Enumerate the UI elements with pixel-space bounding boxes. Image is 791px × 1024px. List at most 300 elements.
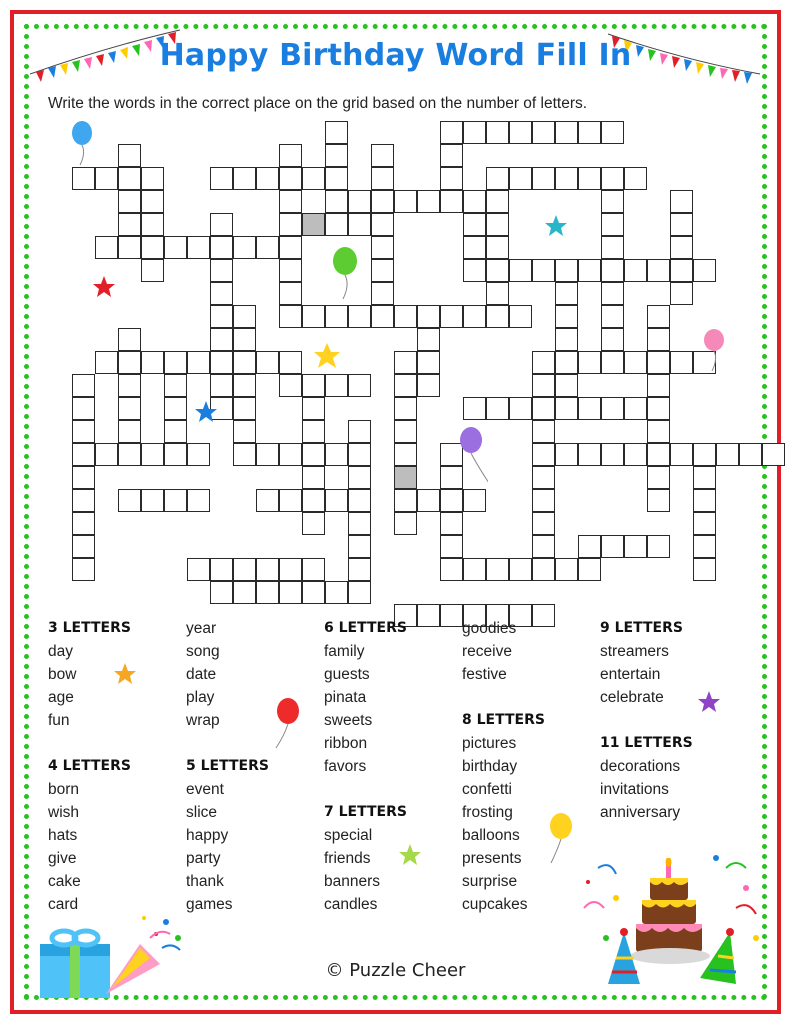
grid-cell[interactable] [325, 121, 348, 144]
grid-cell[interactable] [394, 443, 417, 466]
grid-cell[interactable] [578, 351, 601, 374]
grid-cell[interactable] [348, 443, 371, 466]
grid-cell[interactable] [302, 397, 325, 420]
grid-cell[interactable] [693, 535, 716, 558]
grid-cell[interactable] [417, 374, 440, 397]
grid-cell[interactable] [624, 535, 647, 558]
grid-cell[interactable] [348, 581, 371, 604]
grid-cell[interactable] [279, 443, 302, 466]
grid-cell[interactable] [72, 558, 95, 581]
grid-cell[interactable] [279, 581, 302, 604]
grid-cell[interactable] [463, 397, 486, 420]
grid-cell[interactable] [647, 305, 670, 328]
grid-cell[interactable] [440, 604, 463, 627]
grid-cell[interactable] [555, 121, 578, 144]
grid-cell[interactable] [279, 489, 302, 512]
word-bank-item: card [48, 896, 79, 913]
grid-cell[interactable] [302, 305, 325, 328]
word-bank-column-3 [324, 617, 407, 916]
grid-cell[interactable] [348, 190, 371, 213]
balloon-icon [548, 812, 576, 868]
grid-cell[interactable] [233, 305, 256, 328]
grid-cell[interactable] [118, 489, 141, 512]
grid-cell[interactable] [486, 236, 509, 259]
word-bank-item: song [186, 643, 220, 660]
grid-cell[interactable] [233, 581, 256, 604]
grid-cell[interactable] [95, 167, 118, 190]
grid-cell[interactable] [187, 443, 210, 466]
grid-cell[interactable] [394, 397, 417, 420]
grid-cell[interactable] [624, 397, 647, 420]
word-bank-item: wrap [186, 712, 220, 729]
grid-cell[interactable] [256, 489, 279, 512]
word-bank-item: play [186, 689, 215, 706]
grid-cell[interactable] [325, 167, 348, 190]
grid-cell[interactable] [417, 489, 440, 512]
grid-cell[interactable] [118, 443, 141, 466]
grid-cell[interactable] [578, 535, 601, 558]
grid-cell[interactable] [118, 328, 141, 351]
grid-cell[interactable] [371, 236, 394, 259]
grid-cell[interactable] [302, 443, 325, 466]
grid-cell[interactable] [118, 420, 141, 443]
grid-cell[interactable] [532, 443, 555, 466]
grid-cell[interactable] [118, 144, 141, 167]
grid-cell[interactable] [601, 328, 624, 351]
grid-cell[interactable] [279, 213, 302, 236]
grid-cell[interactable] [325, 581, 348, 604]
grid-cell[interactable] [670, 190, 693, 213]
grid-cell[interactable] [256, 167, 279, 190]
star-icon [92, 275, 116, 299]
grid-cell[interactable] [440, 121, 463, 144]
grid-cell[interactable] [325, 443, 348, 466]
grid-cell[interactable] [279, 259, 302, 282]
grid-cell[interactable] [256, 443, 279, 466]
grid-cell[interactable] [532, 397, 555, 420]
grid-cell[interactable] [601, 305, 624, 328]
grid-cell[interactable] [440, 512, 463, 535]
word-bank-item: happy [186, 827, 229, 844]
grid-cell[interactable] [141, 351, 164, 374]
grid-cell[interactable] [187, 351, 210, 374]
grid-cell[interactable] [440, 144, 463, 167]
grid-cell[interactable] [302, 466, 325, 489]
grid-cell[interactable] [72, 512, 95, 535]
grid-cell[interactable] [578, 167, 601, 190]
grid-cell[interactable] [210, 351, 233, 374]
balloon-icon [332, 246, 360, 302]
grid-cell[interactable] [601, 236, 624, 259]
grid-cell[interactable] [440, 558, 463, 581]
grid-cell[interactable] [440, 167, 463, 190]
grid-cell[interactable] [210, 259, 233, 282]
grid-cell[interactable] [486, 397, 509, 420]
grid-cell[interactable] [187, 558, 210, 581]
grid-cell[interactable] [302, 512, 325, 535]
grid-cell[interactable] [509, 397, 532, 420]
grid-cell[interactable] [325, 144, 348, 167]
grid-cell[interactable] [624, 443, 647, 466]
grid-cell[interactable] [716, 443, 739, 466]
grid-cell[interactable] [348, 213, 371, 236]
grid-cell[interactable] [371, 190, 394, 213]
grid-cell[interactable] [325, 190, 348, 213]
grid-cell[interactable] [256, 558, 279, 581]
grid-cell[interactable] [670, 259, 693, 282]
grid-cell[interactable] [739, 443, 762, 466]
grid-cell[interactable] [72, 374, 95, 397]
grid-cell[interactable] [647, 397, 670, 420]
grid-cell[interactable] [463, 558, 486, 581]
grid-cell[interactable] [762, 443, 785, 466]
grid-cell[interactable] [210, 213, 233, 236]
grid-cell[interactable] [693, 443, 716, 466]
spacer [48, 732, 131, 755]
grid-cell[interactable] [72, 466, 95, 489]
grid-cell[interactable] [256, 351, 279, 374]
grid-cell[interactable] [509, 305, 532, 328]
word-bank-item: sweets [324, 712, 373, 729]
grid-cell[interactable] [325, 374, 348, 397]
grid-cell[interactable] [118, 167, 141, 190]
grid-cell[interactable] [532, 512, 555, 535]
grid-cell[interactable] [601, 190, 624, 213]
grid-cell[interactable] [279, 167, 302, 190]
grid-cell[interactable] [601, 167, 624, 190]
grid-cell[interactable] [164, 236, 187, 259]
grid-cell[interactable] [624, 351, 647, 374]
grid-cell[interactable] [601, 282, 624, 305]
grid-cell[interactable] [440, 305, 463, 328]
grid-cell[interactable] [601, 397, 624, 420]
grid-cell[interactable] [647, 328, 670, 351]
grid-cell[interactable] [72, 420, 95, 443]
grid-cell[interactable] [486, 167, 509, 190]
grid-cell[interactable] [394, 466, 417, 489]
grid-cell[interactable] [578, 443, 601, 466]
grid-cell[interactable] [325, 489, 348, 512]
grid-cell[interactable] [693, 489, 716, 512]
grid-cell[interactable] [233, 558, 256, 581]
grid-cell[interactable] [394, 351, 417, 374]
grid-cell[interactable] [72, 535, 95, 558]
grid-cell[interactable] [371, 305, 394, 328]
grid-cell[interactable] [670, 351, 693, 374]
grid-cell[interactable] [141, 236, 164, 259]
grid-cell[interactable] [555, 259, 578, 282]
grid-cell[interactable] [348, 305, 371, 328]
grid-cell[interactable] [279, 558, 302, 581]
grid-cell[interactable] [371, 167, 394, 190]
grid-cell[interactable] [463, 259, 486, 282]
grid-cell[interactable] [647, 374, 670, 397]
grid-cell[interactable] [302, 581, 325, 604]
grid-cell[interactable] [210, 305, 233, 328]
grid-cell[interactable] [371, 213, 394, 236]
grid-cell[interactable] [210, 167, 233, 190]
grid-cell[interactable] [601, 443, 624, 466]
grid-cell[interactable] [463, 213, 486, 236]
grid-cell[interactable] [141, 489, 164, 512]
grid-cell[interactable] [118, 236, 141, 259]
word-bank-item: born [48, 781, 80, 798]
grid-cell[interactable] [348, 374, 371, 397]
grid-cell[interactable] [187, 236, 210, 259]
word-bank-item: slice [186, 804, 218, 821]
grid-cell[interactable] [164, 443, 187, 466]
word-bank-item: frosting [462, 804, 513, 821]
grid-cell[interactable] [394, 190, 417, 213]
grid-cell[interactable] [486, 213, 509, 236]
grid-cell[interactable] [210, 282, 233, 305]
grid-cell[interactable] [532, 167, 555, 190]
word-bank-item: event [186, 781, 224, 798]
grid-cell[interactable] [371, 144, 394, 167]
word-bank-item: bow [48, 666, 77, 683]
spacer [462, 686, 545, 709]
grid-cell[interactable] [670, 282, 693, 305]
grid-cell[interactable] [141, 190, 164, 213]
grid-cell[interactable] [72, 489, 95, 512]
grid-cell[interactable] [647, 535, 670, 558]
grid-cell[interactable] [95, 443, 118, 466]
grid-cell[interactable] [486, 282, 509, 305]
grid-cell[interactable] [141, 443, 164, 466]
grid-cell[interactable] [233, 167, 256, 190]
grid-cell[interactable] [302, 420, 325, 443]
grid-cell[interactable] [279, 282, 302, 305]
grid-cell[interactable] [578, 121, 601, 144]
grid-cell[interactable] [302, 167, 325, 190]
grid-cell[interactable] [233, 374, 256, 397]
grid-cell[interactable] [532, 259, 555, 282]
grid-cell[interactable] [394, 305, 417, 328]
grid-cell[interactable] [164, 397, 187, 420]
grid-cell[interactable] [118, 397, 141, 420]
grid-cell[interactable] [233, 351, 256, 374]
grid-cell[interactable] [693, 558, 716, 581]
grid-cell[interactable] [417, 604, 440, 627]
grid-cell[interactable] [95, 351, 118, 374]
grid-cell[interactable] [210, 236, 233, 259]
grid-cell[interactable] [532, 489, 555, 512]
grid-cell[interactable] [141, 213, 164, 236]
grid-cell[interactable] [279, 236, 302, 259]
grid-cell[interactable] [279, 144, 302, 167]
grid-cell[interactable] [486, 558, 509, 581]
grid-cell[interactable] [555, 282, 578, 305]
grid-cell[interactable] [555, 167, 578, 190]
grid-cell[interactable] [555, 558, 578, 581]
balloon-icon [70, 120, 96, 168]
grid-cell[interactable] [486, 121, 509, 144]
grid-cell[interactable] [210, 328, 233, 351]
word-bank-item: favors [324, 758, 367, 775]
grid-cell[interactable] [578, 397, 601, 420]
grid-cell[interactable] [693, 512, 716, 535]
word-bank-item: festive [462, 666, 507, 683]
grid-cell[interactable] [72, 443, 95, 466]
grid-cell[interactable] [647, 466, 670, 489]
word-bank-item: age [48, 689, 74, 706]
grid-cell[interactable] [118, 190, 141, 213]
word-bank-item: pinata [324, 689, 367, 706]
grid-cell[interactable] [601, 121, 624, 144]
grid-cell[interactable] [210, 558, 233, 581]
grid-cell[interactable] [95, 236, 118, 259]
grid-cell[interactable] [647, 489, 670, 512]
grid-cell[interactable] [532, 121, 555, 144]
grid-cell[interactable] [647, 259, 670, 282]
grid-cell[interactable] [210, 374, 233, 397]
grid-cell[interactable] [624, 167, 647, 190]
grid-cell[interactable] [601, 535, 624, 558]
grid-cell[interactable] [371, 282, 394, 305]
grid-cell[interactable] [440, 489, 463, 512]
grid-cell[interactable] [417, 328, 440, 351]
grid-cell[interactable] [187, 489, 210, 512]
grid-cell[interactable] [348, 512, 371, 535]
grid-cell[interactable] [532, 466, 555, 489]
word-bank-item: guests [324, 666, 370, 683]
grid-cell[interactable] [509, 121, 532, 144]
word-bank-item: date [186, 666, 217, 683]
grid-cell[interactable] [72, 167, 95, 190]
grid-cell[interactable] [118, 351, 141, 374]
grid-cell[interactable] [601, 351, 624, 374]
grid-cell[interactable] [256, 236, 279, 259]
grid-cell[interactable] [279, 190, 302, 213]
grid-cell[interactable] [532, 420, 555, 443]
word-bank-item: decorations [600, 758, 681, 775]
grid-cell[interactable] [233, 328, 256, 351]
grid-cell[interactable] [463, 305, 486, 328]
grid-cell[interactable] [233, 236, 256, 259]
instructions-text: Write the words in the correct place on the grid based on the number of letters. [48, 95, 588, 112]
grid-cell[interactable] [394, 512, 417, 535]
grid-cell[interactable] [486, 190, 509, 213]
grid-cell[interactable] [440, 190, 463, 213]
grid-cell[interactable] [532, 535, 555, 558]
grid-cell[interactable] [509, 167, 532, 190]
grid-cell[interactable] [578, 259, 601, 282]
word-group-header: 7 LETTERS [324, 804, 407, 820]
grid-cell[interactable] [601, 259, 624, 282]
grid-cell[interactable] [647, 443, 670, 466]
grid-cell[interactable] [670, 213, 693, 236]
grid-cell[interactable] [394, 489, 417, 512]
grid-cell[interactable] [279, 351, 302, 374]
grid-cell[interactable] [624, 259, 647, 282]
grid-cell[interactable] [555, 443, 578, 466]
word-bank-item: goodies [462, 620, 517, 637]
grid-cell[interactable] [325, 305, 348, 328]
grid-cell[interactable] [486, 305, 509, 328]
grid-cell[interactable] [601, 213, 624, 236]
grid-cell[interactable] [348, 489, 371, 512]
word-bank-item: day [48, 643, 73, 660]
star-icon [194, 400, 218, 424]
grid-cell[interactable] [302, 374, 325, 397]
grid-cell[interactable] [693, 259, 716, 282]
grid-cell[interactable] [118, 213, 141, 236]
grid-cell[interactable] [141, 167, 164, 190]
grid-cell[interactable] [164, 374, 187, 397]
grid-cell[interactable] [348, 420, 371, 443]
word-bank-item: cupcakes [462, 896, 528, 913]
grid-cell[interactable] [118, 374, 141, 397]
grid-cell[interactable] [555, 397, 578, 420]
grid-cell[interactable] [164, 489, 187, 512]
grid-cell[interactable] [302, 213, 325, 236]
grid-cell[interactable] [647, 420, 670, 443]
grid-cell[interactable] [532, 351, 555, 374]
grid-cell[interactable] [325, 213, 348, 236]
word-bank-item: anniversary [600, 804, 681, 821]
grid-cell[interactable] [670, 443, 693, 466]
word-bank-column-1 [48, 617, 131, 916]
word-bank-item: receive [462, 643, 512, 660]
grid-cell[interactable] [394, 374, 417, 397]
grid-cell[interactable] [417, 190, 440, 213]
star-icon [313, 342, 341, 370]
word-bank-item: fun [48, 712, 70, 729]
grid-cell[interactable] [463, 236, 486, 259]
grid-cell[interactable] [555, 351, 578, 374]
grid-cell[interactable] [670, 236, 693, 259]
grid-cell[interactable] [302, 489, 325, 512]
grid-cell[interactable] [233, 397, 256, 420]
word-bank-column-5 [600, 617, 693, 824]
grid-cell[interactable] [164, 351, 187, 374]
grid-cell[interactable] [440, 535, 463, 558]
grid-cell[interactable] [348, 535, 371, 558]
grid-cell[interactable] [532, 374, 555, 397]
grid-cell[interactable] [417, 351, 440, 374]
grid-cell[interactable] [72, 397, 95, 420]
grid-cell[interactable] [302, 558, 325, 581]
grid-cell[interactable] [555, 328, 578, 351]
grid-cell[interactable] [486, 259, 509, 282]
grid-cell[interactable] [371, 259, 394, 282]
grid-cell[interactable] [279, 305, 302, 328]
grid-cell[interactable] [578, 558, 601, 581]
grid-cell[interactable] [693, 466, 716, 489]
grid-cell[interactable] [463, 190, 486, 213]
grid-cell[interactable] [509, 259, 532, 282]
grid-cell[interactable] [555, 305, 578, 328]
grid-cell[interactable] [233, 420, 256, 443]
grid-cell[interactable] [348, 558, 371, 581]
grid-cell[interactable] [164, 420, 187, 443]
grid-cell[interactable] [141, 259, 164, 282]
grid-cell[interactable] [210, 581, 233, 604]
grid-cell[interactable] [394, 420, 417, 443]
grid-cell[interactable] [279, 374, 302, 397]
grid-cell[interactable] [463, 121, 486, 144]
grid-cell[interactable] [417, 305, 440, 328]
grid-cell[interactable] [555, 374, 578, 397]
grid-cell[interactable] [348, 466, 371, 489]
grid-cell[interactable] [256, 581, 279, 604]
party-popper-icon [100, 908, 190, 1000]
grid-cell[interactable] [532, 558, 555, 581]
grid-cell[interactable] [233, 443, 256, 466]
grid-cell[interactable] [463, 489, 486, 512]
grid-cell[interactable] [647, 351, 670, 374]
grid-cell[interactable] [509, 558, 532, 581]
